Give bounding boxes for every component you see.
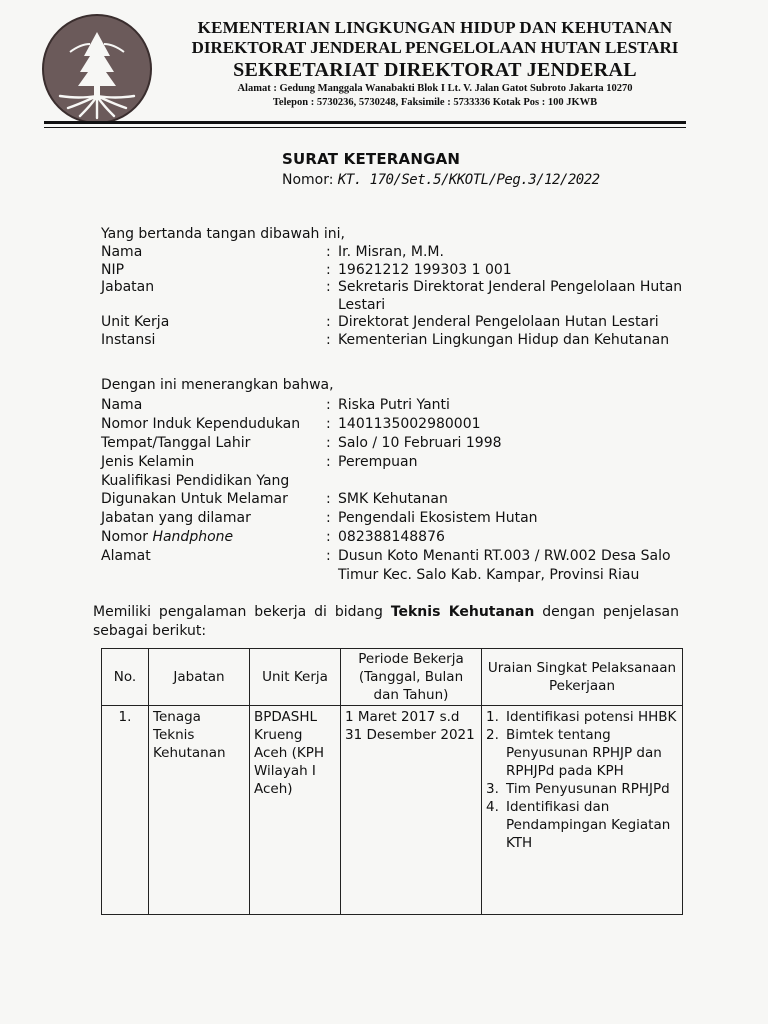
- cell-jabatan: Tenaga Teknis Kehutanan: [149, 706, 250, 915]
- list-item: 1. Identifikasi potensi HHBK: [486, 709, 677, 725]
- field-label: Nama: [101, 244, 143, 260]
- field-label: Jenis Kelamin: [101, 454, 195, 470]
- field-label: Nomor Induk Kependudukan: [101, 416, 301, 432]
- field-label: NIP: [101, 262, 125, 278]
- field-label: Unit Kerja: [101, 314, 170, 330]
- ministry-logo: [40, 12, 154, 126]
- directorate-name: DIREKTORAT JENDERAL PENGELOLAAN HUTAN LESTARI: [191, 38, 679, 57]
- field-value: Ir. Misran, M.M.: [338, 244, 444, 260]
- letterhead-rule-thick: [44, 121, 686, 124]
- document-page: KEMENTERIAN LINGKUNGAN HIDUP DAN KEHUTANAN DIREKTORAT JENDERAL PENGELOLAAN HUTAN LESTARI SEKRETARIAT DIREKTORAT JENDERAL Alamat : Gedung Manggala Wanabakti Blok I Lt. V. Jalan Gatot Subroto Jakarta 10270 Telepon : 5730236, 5730248, Faksimile : 5733336 Kotak Pos : 100 JKWB SURAT KETERANGAN Nomor: KT. 170/Set.5/KKOTL/Peg.3/12/2022 Yang bertanda tangan dibawah ini, Nama : Ir. Misran, M.M. NIP : 19621212 199303 1 001 Jabatan : Sekretaris Direktorat Jenderal Pengelolaan Hutan Lestari Unit Kerja : Direktorat Jenderal Pengelolaan Hutan Lestari Instansi : Kementerian Lingkungan Hidup dan Kehutanan Dengan ini menerangkan bahwa, Nama : Riska Putri Yanti Nomor Induk Kependudukan : 1401135002980001 Tempat/Tanggal Lahir : Salo / 10 Februari 1998 Jenis Kelamin : Perempuan Kualifikasi Pendidikan Yang Digunakan Untuk Melamar : SMK Kehutanan Jabatan yang dilamar : Pengendali Ekosistem Hutan Nomor Handphone : 082388148876 Alamat : Dusun Koto Menanti RT.003 / RW.002 Desa Salo Timur Kec. Salo Kab. Kampar, Provinsi Riau Memiliki pengalaman bekerja di bidang Teknis Kehutanan dengan penjelasan sebagai berikut: No. Jabatan Unit Kerja Periode Bekerja (Tanggal, Bulan dan Tahun) Uraian Singkat Pelaksanaan Pekerjaan 1. Tenaga Teknis Kehutanan BPDASHL Krueng Aceh (KPH Wilayah I Aceh) 1 Maret 2017 s.d 31 Desember 2021 1. Identifikasi potensi HHBK 2. Bimtek tentang Penyusunan RPHJP dan RPHJPd pada KPH 3. Tim Penyusunan RPHJPd 4. Identifikasi dan Pendampingan Kegiatan KTH: [0, 0, 768, 1024]
- field-value: Sekretaris Direktorat Jenderal Pengelolaan Hutan Lestari: [338, 279, 683, 313]
- list-item: 4. Identifikasi dan Pendampingan Kegiatan KTH: [486, 799, 671, 851]
- table-header-row: [102, 649, 683, 706]
- signer-intro: Yang bertanda tangan dibawah ini,: [101, 226, 345, 242]
- uraian-list: [486, 708, 678, 852]
- field-value: 082388148876: [338, 529, 445, 545]
- field-value: 1401135002980001: [338, 416, 481, 432]
- field-label: Jabatan: [101, 279, 155, 295]
- nomor-value-handwritten: KT. 170/Set.5/KKOTL/Peg.3/12/2022: [337, 172, 600, 188]
- experience-statement: Memiliki pengalaman bekerja di bidang Teknis Kehutanan dengan penjelasan sebagai berikut:: [93, 604, 680, 639]
- cell-unit-kerja: BPDASHL Krueng Aceh (KPH Wilayah I Aceh): [250, 706, 341, 915]
- field-value: Kementerian Lingkungan Hidup dan Kehutanan: [338, 332, 670, 348]
- header-periode: Periode Bekerja (Tanggal, Bulan dan Tahun): [341, 649, 482, 706]
- field-label: Tempat/Tanggal Lahir: [101, 435, 251, 451]
- list-item: 3. Tim Penyusunan RPHJPd: [486, 781, 670, 797]
- field-value: Perempuan: [338, 454, 418, 470]
- header-uraian: Uraian Singkat Pelaksanaan Pekerjaan: [482, 649, 683, 706]
- field-label: Jabatan yang dilamar: [101, 510, 251, 526]
- secretariat-name: SEKRETARIAT DIREKTORAT JENDERAL: [233, 59, 637, 81]
- list-item: 2. Bimtek tentang Penyusunan RPHJP dan RPHJPd pada KPH: [486, 727, 662, 779]
- letterhead-rule-thin: [44, 127, 686, 128]
- field-label: Nama: [101, 397, 143, 413]
- header-jabatan: Jabatan: [149, 649, 250, 706]
- document-number: [282, 172, 600, 188]
- field-value: SMK Kehutanan: [338, 491, 448, 507]
- field-label: Nomor Handphone: [101, 529, 234, 545]
- table-row: [102, 706, 683, 915]
- field-label: Kualifikasi Pendidikan Yang: [101, 473, 290, 489]
- header-no: No.: [102, 649, 149, 706]
- cell-uraian: [482, 706, 683, 915]
- letterhead: [160, 18, 710, 110]
- letterhead-phone: Telepon : 5730236, 5730248, Faksimile : 5733336 Kotak Pos : 100 JKWB: [272, 97, 598, 108]
- field-value: 19621212 199303 1 001: [338, 262, 512, 278]
- header-unit-kerja: Unit Kerja: [250, 649, 341, 706]
- field-label: Alamat: [101, 548, 151, 564]
- field-value: Pengendali Ekosistem Hutan: [338, 510, 538, 526]
- field-label: Digunakan Untuk Melamar: [101, 491, 288, 507]
- document-title: SURAT KETERANGAN: [282, 150, 461, 168]
- field-value: Salo / 10 Februari 1998: [338, 435, 502, 451]
- ministry-name: KEMENTERIAN LINGKUNGAN HIDUP DAN KEHUTANAN: [197, 18, 673, 37]
- experience-table: [101, 648, 683, 915]
- field-value: Riska Putri Yanti: [338, 397, 450, 413]
- letterhead-address: Alamat : Gedung Manggala Wanabakti Blok I Lt. V. Jalan Gatot Subroto Jakarta 10270: [237, 83, 633, 94]
- cell-periode: 1 Maret 2017 s.d 31 Desember 2021: [341, 706, 482, 915]
- subject-intro: Dengan ini menerangkan bahwa,: [101, 377, 334, 393]
- cell-no: 1.: [102, 706, 149, 915]
- field-value: Dusun Koto Menanti RT.003 / RW.002 Desa Salo Timur Kec. Salo Kab. Kampar, Provinsi Riau: [338, 548, 671, 583]
- field-value: Direktorat Jenderal Pengelolaan Hutan Lestari: [338, 314, 659, 330]
- nomor-label: Nomor:: [282, 172, 334, 188]
- field-label: Instansi: [101, 332, 156, 348]
